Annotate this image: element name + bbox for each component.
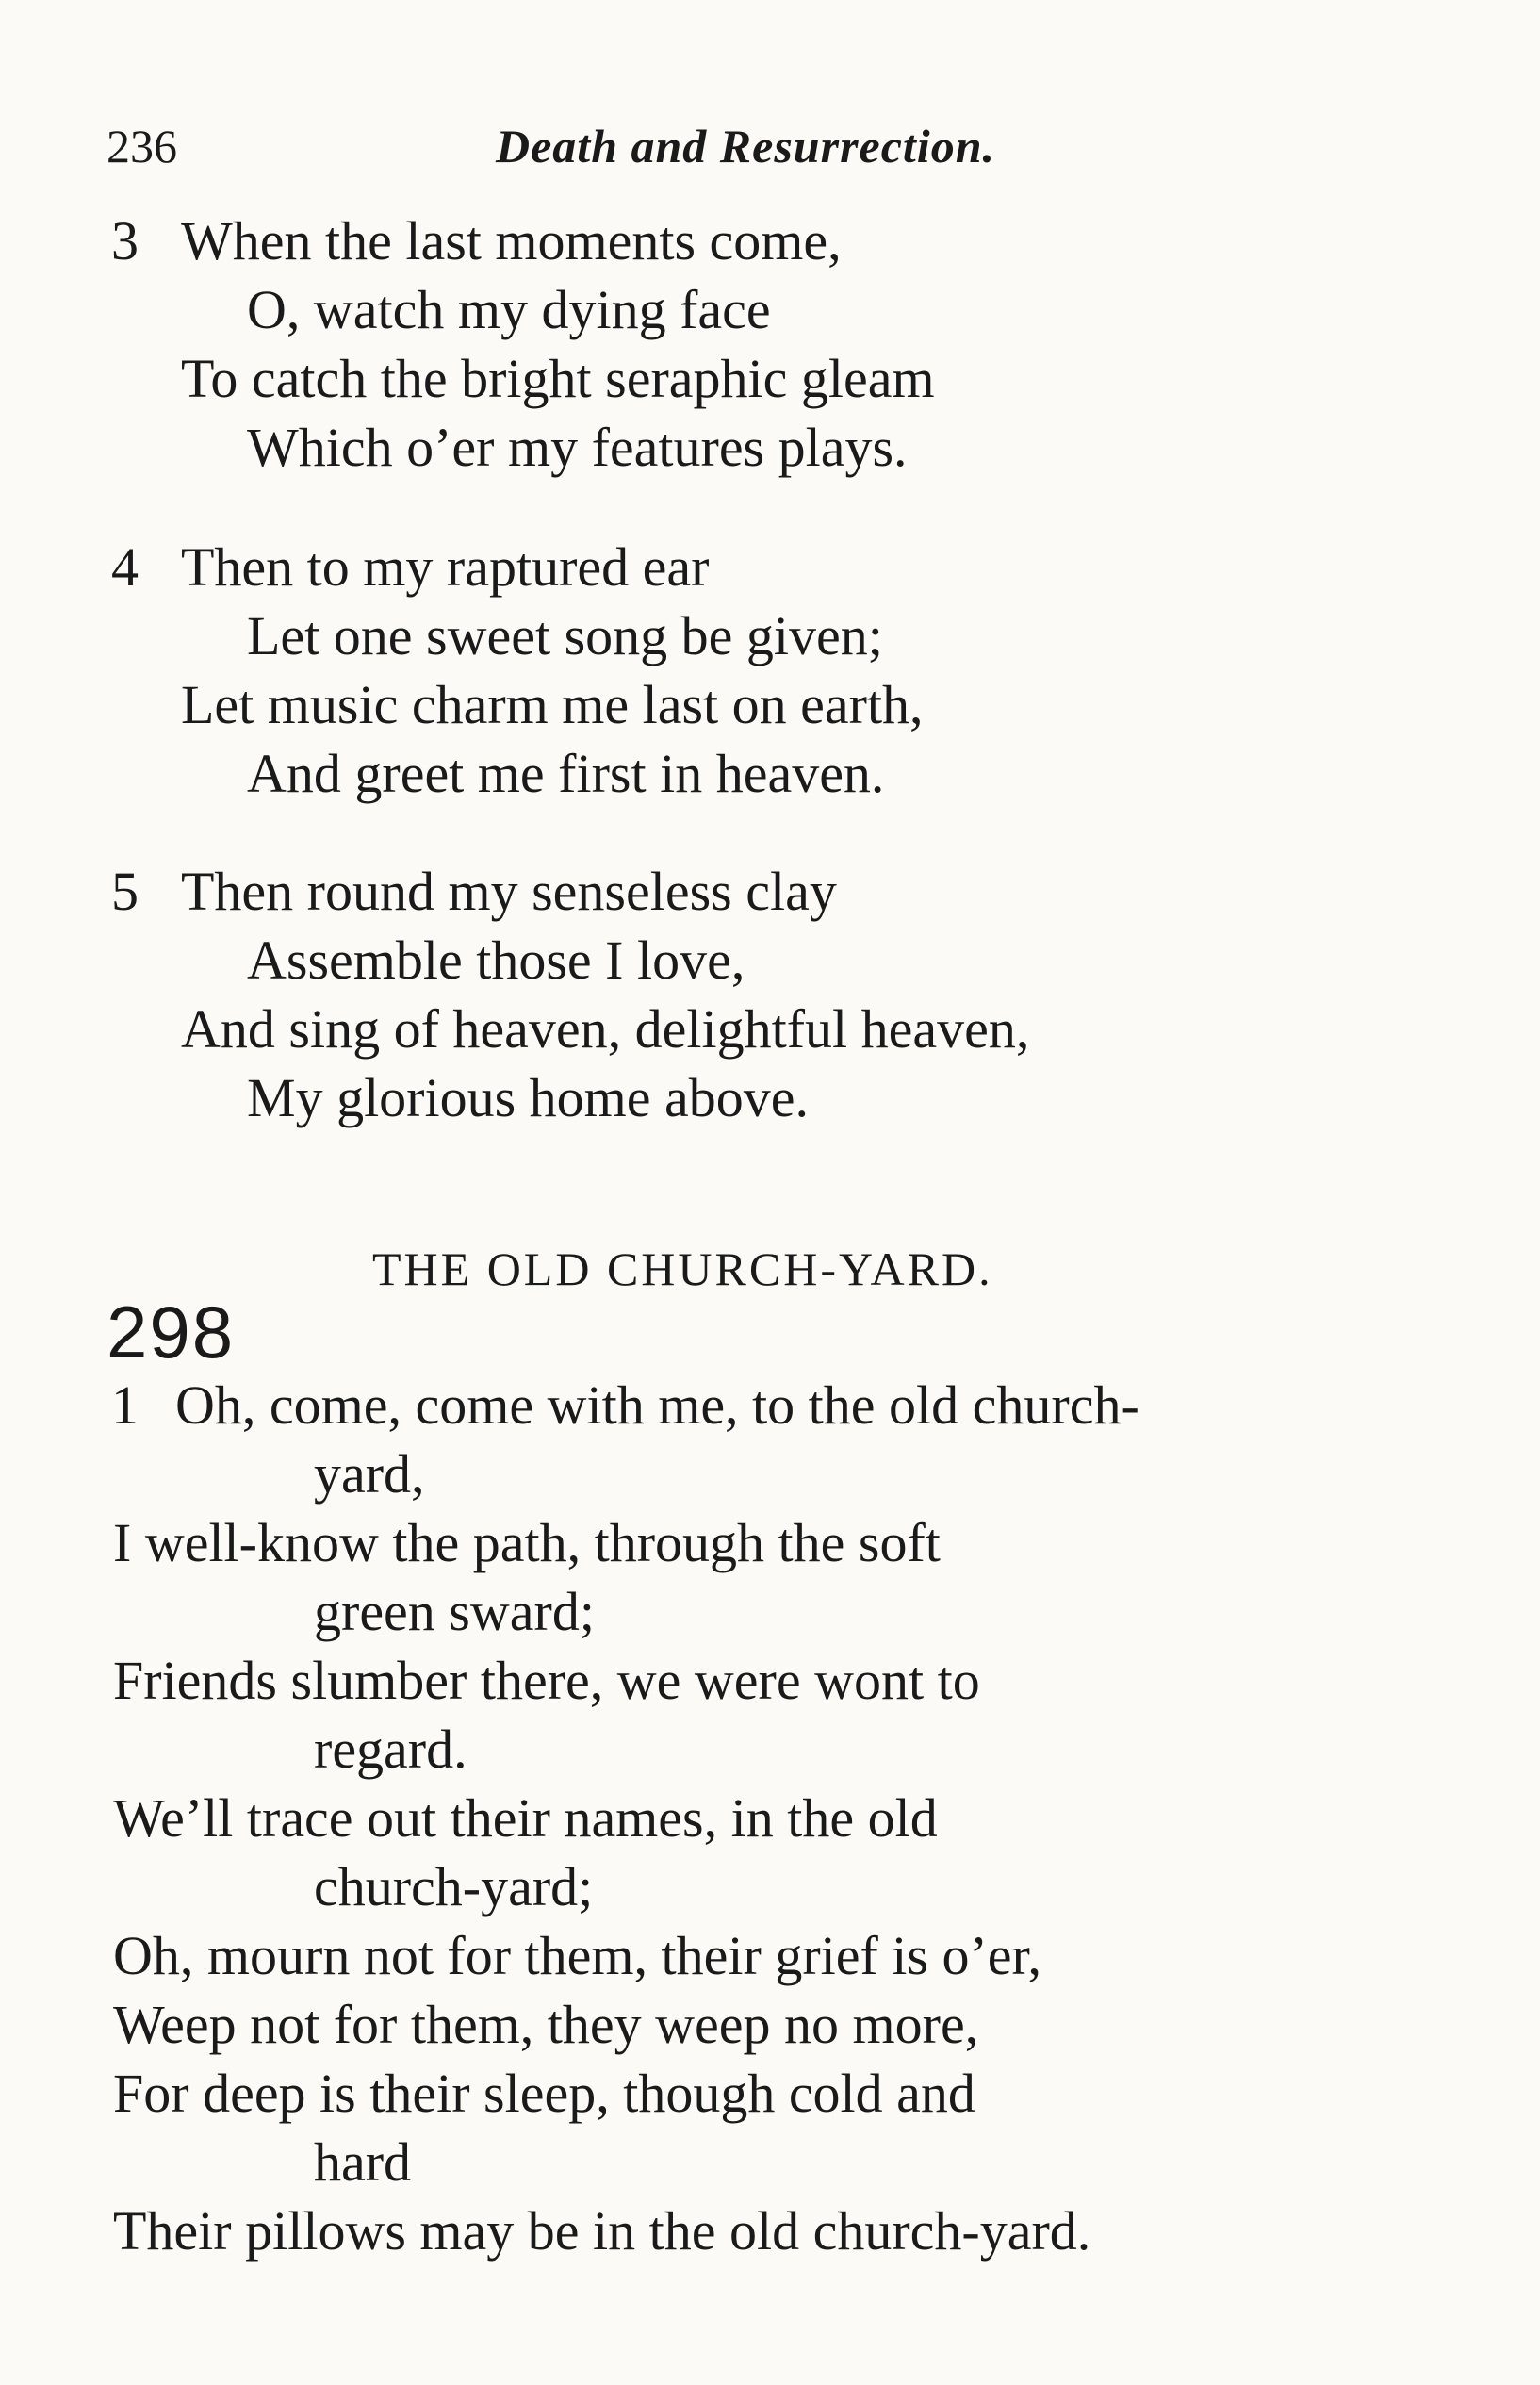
verse-line: Assemble those I love, [247,929,745,991]
verse-line: O, watch my dying face [247,279,771,340]
stanza-number: 1 [111,1374,139,1436]
running-title: Death and Resurrection. [496,120,996,173]
verse-line: Then to my raptured ear [181,536,710,598]
hymn-number: 298 [106,1291,236,1373]
verse-line: I well-know the path, through the soft [113,1512,941,1573]
verse-line: And sing of heaven, delightful heaven, [181,998,1030,1060]
verse-line: Weep not for them, they weep no more, [113,1994,979,2055]
verse-line: church-yard; [314,1856,594,1917]
verse-line: We’ll trace out their names, in the old [113,1787,938,1849]
page-number: 236 [106,120,177,173]
stanza-number: 3 [111,210,139,271]
page-header [0,113,1540,179]
verse-line: When the last moments come, [181,210,842,271]
stanza-number: 5 [111,861,139,922]
verse-line: And greet me first in heaven. [247,743,885,804]
verse-line: Then round my senseless clay [181,861,837,922]
verse-line: Their pillows may be in the old church-yard. [113,2200,1091,2262]
verse-line: Let music charm me last on earth, [181,674,924,735]
verse-line: Friends slumber there, we were wont to [113,1650,980,1711]
hymn-title: THE OLD CHURCH-YARD. [372,1242,993,1295]
verse-line: To catch the bright seraphic gleam [181,348,935,409]
verse-line: Which o’er my features plays. [247,417,908,478]
verse-line: Let one sweet song be given; [247,605,883,666]
verse-line: Oh, come, come with me, to the old church- [175,1374,1139,1436]
verse-line: For deep is their sleep, though cold and [113,2063,975,2124]
verse-line: yard, [314,1443,425,1505]
verse-line: green sward; [314,1581,595,1642]
verse-line: hard [314,2131,412,2193]
verse-line: My glorious home above. [247,1067,810,1128]
verse-line: Oh, mourn not for them, their grief is o’er, [113,1925,1042,1986]
verse-line: regard. [314,1719,467,1780]
stanza-number: 4 [111,536,139,598]
